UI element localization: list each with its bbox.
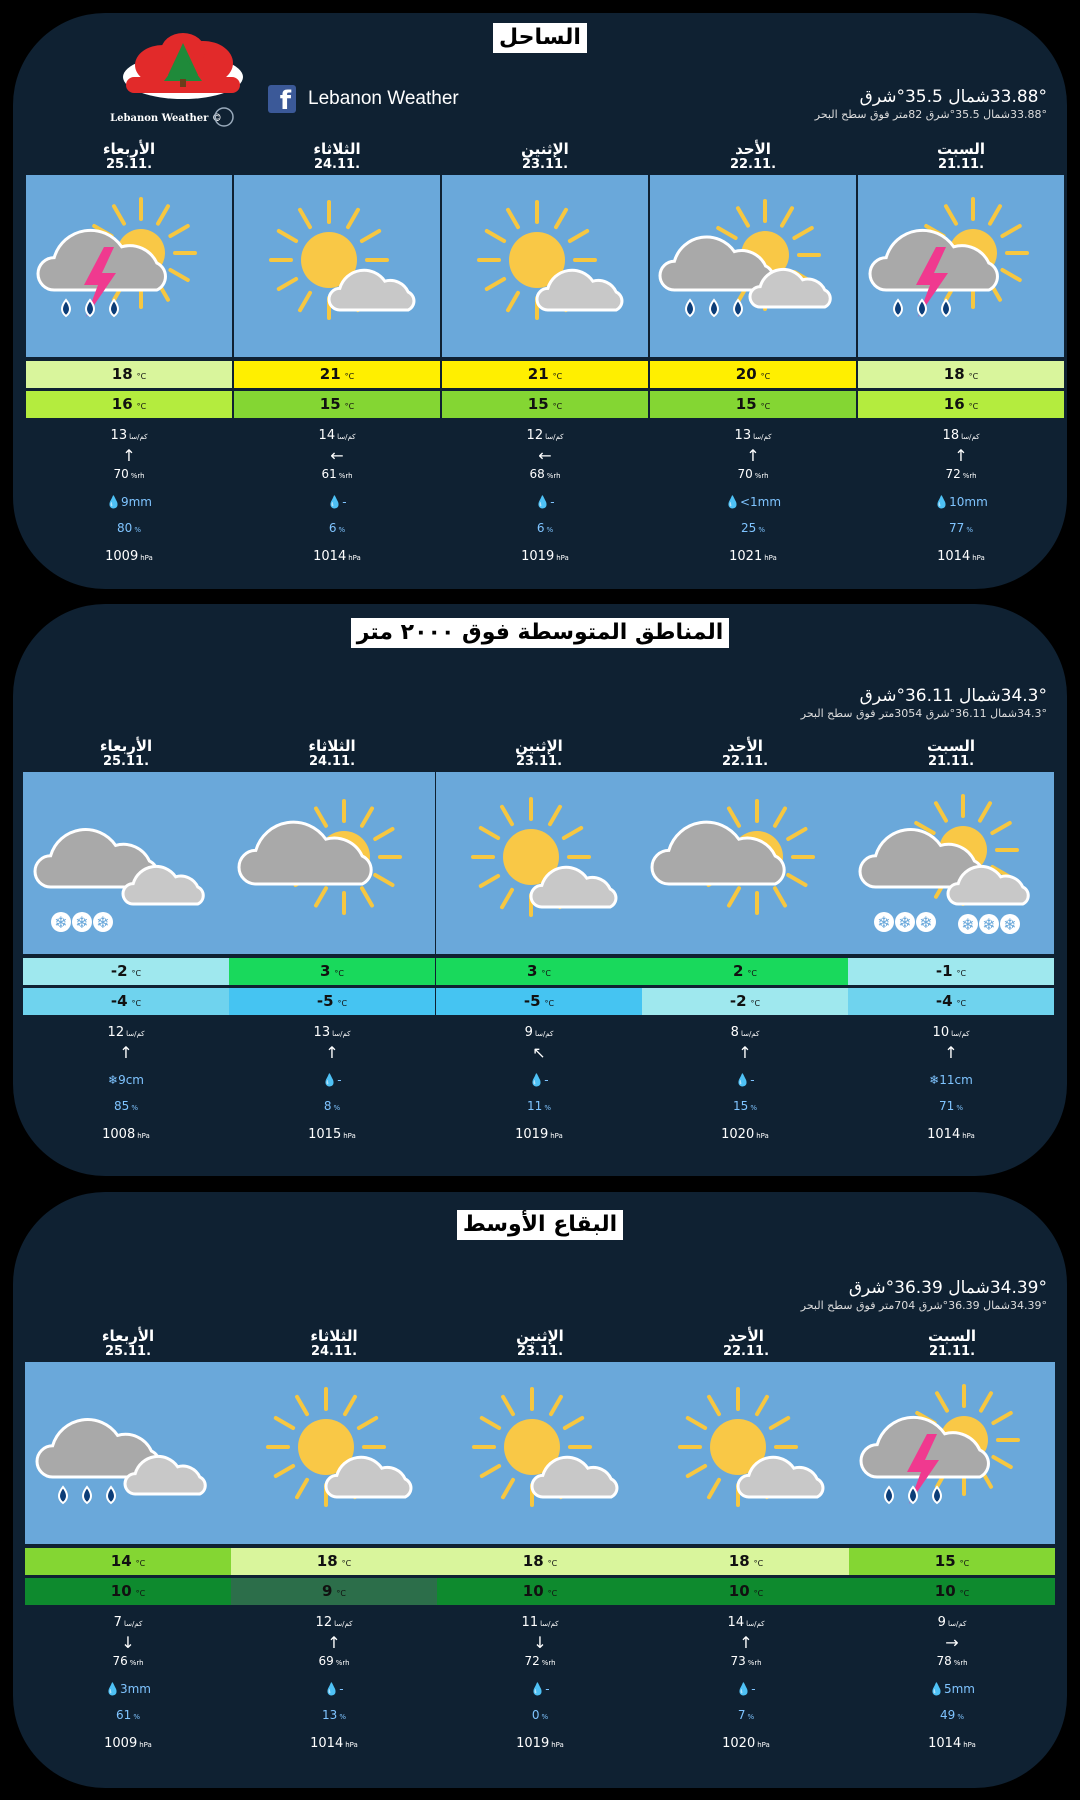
- facebook-page-name: Lebanon Weather: [308, 88, 459, 109]
- day-column: [849, 1328, 1055, 1754]
- raindrop-icon: 💧: [736, 1682, 752, 1696]
- wind-speed: 10 كم/سا: [932, 1025, 970, 1040]
- sun-cloud-icon: [442, 175, 648, 357]
- day-column: [436, 738, 642, 1145]
- min-temp-bar: [437, 1578, 643, 1605]
- raindrop-icon: 💧: [929, 1682, 944, 1696]
- max-temp: 21: [527, 365, 549, 383]
- wind-speed: 7 كم/سا: [113, 1615, 143, 1630]
- temp-unit: °C: [753, 1589, 764, 1598]
- temp-unit: °C: [344, 372, 355, 381]
- day-column: [650, 141, 856, 567]
- max-temp: 18: [943, 365, 965, 383]
- max-temp-bar: [849, 1548, 1055, 1575]
- temp-unit: °C: [760, 402, 771, 411]
- max-temp: 18: [111, 365, 133, 383]
- precip-probability: 85 %: [114, 1099, 138, 1113]
- precipitation: 💧-: [735, 1073, 755, 1087]
- max-temp-bar: [231, 1548, 437, 1575]
- wind-speed: 14 كم/سا: [318, 428, 356, 443]
- max-temp: 21: [319, 365, 341, 383]
- facebook-icon: f: [268, 85, 296, 113]
- wind-speed: 12 كم/سا: [526, 428, 564, 443]
- raindrop-icon: 💧: [529, 1073, 545, 1087]
- sun-cloud-icon: [437, 1362, 643, 1544]
- temp-unit: °C: [747, 969, 758, 978]
- day-name: الأربعاء: [101, 1327, 155, 1345]
- min-temp-bar: [234, 391, 440, 418]
- pressure: 1019 hPa: [515, 1127, 563, 1142]
- day-name: الإثنين: [521, 140, 569, 158]
- precipitation: 💧5mm: [929, 1682, 975, 1696]
- temp-unit: °C: [136, 372, 147, 381]
- pressure: 1008 hPa: [102, 1127, 150, 1142]
- day-columns: [13, 13, 1067, 589]
- pressure: 1020 hPa: [721, 1127, 769, 1142]
- wind-direction-arrow-icon: ↓: [121, 1633, 135, 1652]
- day-column: [229, 738, 435, 1145]
- max-temp: 18: [522, 1552, 544, 1570]
- day-column: [25, 1328, 231, 1754]
- cloud-thunder-rain-icon: [849, 1362, 1055, 1544]
- min-temp: 10: [728, 1582, 750, 1600]
- day-column: [858, 141, 1064, 567]
- day-column: [26, 141, 232, 567]
- pressure: 1014 hPa: [928, 1736, 976, 1751]
- pressure: 1014 hPa: [310, 1736, 358, 1751]
- coordinates-main: 34.39°شمال 36.39°شرق: [848, 1278, 1047, 1298]
- min-temp-bar: [23, 988, 229, 1015]
- wind-direction-arrow-icon: ↑: [119, 1043, 133, 1062]
- max-temp-bar: [650, 361, 856, 388]
- day-name: الأحد: [727, 737, 763, 755]
- snowflake-icon: ❄: [108, 1073, 119, 1087]
- max-temp: 18: [728, 1552, 750, 1570]
- sun-cloud-icon: [643, 1362, 849, 1544]
- wind-speed: 9 كم/سا: [524, 1025, 554, 1040]
- wind-speed: 12 كم/سا: [107, 1025, 145, 1040]
- max-temp-bar: [23, 958, 229, 985]
- humidity: 72 %rh: [945, 467, 977, 481]
- max-temp-bar: [436, 958, 642, 985]
- day-column: [848, 738, 1054, 1145]
- day-date: 25.11.: [104, 1344, 152, 1359]
- wind-direction-arrow-icon: ↓: [533, 1633, 547, 1652]
- precip-probability: 7 %: [737, 1708, 755, 1722]
- wind-speed: 9 كم/سا: [937, 1615, 967, 1630]
- raindrop-icon: 💧: [324, 1682, 340, 1696]
- temp-unit: °C: [956, 999, 967, 1008]
- sun-cloud-rain-icon: [650, 175, 856, 357]
- max-temp-bar: [442, 361, 648, 388]
- wind-direction-arrow-icon: ↑: [325, 1043, 339, 1062]
- max-temp-bar: [234, 361, 440, 388]
- min-temp: 15: [735, 395, 757, 413]
- max-temp: -1: [935, 962, 953, 980]
- panel-title: الساحل: [493, 23, 587, 53]
- day-name: الأحد: [735, 140, 771, 158]
- min-temp-bar: [442, 391, 648, 418]
- wind-direction-arrow-icon: ←: [330, 446, 344, 465]
- pressure: 1009 hPa: [104, 1736, 152, 1751]
- temp-unit: °C: [968, 372, 979, 381]
- min-temp: -5: [523, 992, 541, 1010]
- day-column: [23, 738, 229, 1145]
- svg-text:❄: ❄: [898, 913, 912, 932]
- precip-probability: 61 %: [116, 1708, 140, 1722]
- pressure: 1019 hPa: [521, 549, 569, 564]
- day-date: 24.11.: [308, 754, 356, 769]
- min-temp: 10: [110, 1582, 132, 1600]
- min-temp: -4: [935, 992, 953, 1010]
- day-name: الثلاثاء: [308, 737, 356, 755]
- max-temp-bar: [26, 361, 232, 388]
- max-temp: 15: [934, 1552, 956, 1570]
- svg-text:❄: ❄: [961, 915, 975, 934]
- temp-unit: °C: [547, 1559, 558, 1568]
- min-temp: -5: [316, 992, 334, 1010]
- min-temp: -2: [729, 992, 747, 1010]
- temp-unit: °C: [750, 999, 761, 1008]
- min-temp: 9: [321, 1582, 333, 1600]
- sun-cloud-big-icon: [642, 772, 848, 954]
- humidity: 61 %rh: [321, 467, 353, 481]
- min-temp: -4: [110, 992, 128, 1010]
- day-columns: [13, 1192, 1067, 1788]
- wind-direction-arrow-icon: →: [945, 1633, 959, 1652]
- temp-unit: °C: [541, 969, 552, 978]
- raindrop-icon: 💧: [530, 1682, 546, 1696]
- min-temp-bar: [858, 391, 1064, 418]
- min-temp-bar: [848, 988, 1054, 1015]
- raindrop-icon: 💧: [322, 1073, 338, 1087]
- max-temp: 20: [735, 365, 757, 383]
- temp-unit: °C: [959, 1589, 970, 1598]
- wind-direction-arrow-icon: ↑: [739, 1633, 753, 1652]
- temp-unit: °C: [341, 1559, 352, 1568]
- min-temp-bar: [643, 1578, 849, 1605]
- wind-direction-arrow-icon: ↖: [532, 1043, 546, 1062]
- day-date: 24.11.: [313, 157, 361, 172]
- precipitation: 💧-: [327, 495, 347, 509]
- max-temp-bar: [642, 958, 848, 985]
- svg-text:❄: ❄: [877, 913, 891, 932]
- precipitation: 💧-: [529, 1073, 549, 1087]
- max-temp-bar: [229, 958, 435, 985]
- wind-speed: 13 كم/سا: [734, 428, 772, 443]
- day-column: [231, 1328, 437, 1754]
- day-column: [437, 1328, 643, 1754]
- wind-speed: 13 كم/سا: [110, 428, 148, 443]
- temp-unit: °C: [959, 1559, 970, 1568]
- forecast-panel-coast: [13, 13, 1067, 589]
- day-date: 23.11.: [521, 157, 569, 172]
- day-date: 24.11.: [310, 1344, 358, 1359]
- wind-direction-arrow-icon: ↑: [954, 446, 968, 465]
- pressure: 1015 hPa: [308, 1127, 356, 1142]
- day-name: السبت: [927, 1327, 977, 1345]
- min-temp: 10: [522, 1582, 544, 1600]
- temp-unit: °C: [753, 1559, 764, 1568]
- day-date: 23.11.: [516, 1344, 564, 1359]
- humidity: 78 %rh: [936, 1654, 968, 1668]
- cloud-thunder-rain-icon: [858, 175, 1064, 357]
- forecast-panel-central-bekaa: [13, 1192, 1067, 1788]
- max-temp: 2: [732, 962, 744, 980]
- precip-probability: 6 %: [536, 521, 554, 535]
- min-temp: 15: [319, 395, 341, 413]
- pressure: 1021 hPa: [729, 549, 777, 564]
- min-temp-bar: [25, 1578, 231, 1605]
- temp-unit: °C: [131, 999, 142, 1008]
- max-temp: -2: [110, 962, 128, 980]
- wind-speed: 11 كم/سا: [521, 1615, 559, 1630]
- svg-text:❄: ❄: [54, 913, 68, 932]
- min-temp: 16: [943, 395, 965, 413]
- precip-probability: 8 %: [323, 1099, 341, 1113]
- snowflake-icon: ❄: [929, 1073, 940, 1087]
- raindrop-icon: 💧: [327, 495, 343, 509]
- sun-cloud-big-icon: [229, 772, 435, 954]
- raindrop-icon: 💧: [106, 495, 121, 509]
- day-name: السبت: [936, 140, 986, 158]
- precip-probability: 13 %: [322, 1708, 346, 1722]
- temp-unit: °C: [956, 969, 967, 978]
- precip-probability: 71 %: [939, 1099, 963, 1113]
- svg-text:❄: ❄: [1003, 915, 1017, 934]
- min-temp-bar: [642, 988, 848, 1015]
- max-temp-bar: [858, 361, 1064, 388]
- humidity: 72 %rh: [524, 1654, 556, 1668]
- day-date: 21.11.: [927, 754, 975, 769]
- pressure: 1009 hPa: [105, 549, 153, 564]
- day-column: [234, 141, 440, 567]
- coordinates-detail: 34.3°شمال 36.11°شرق 3054متر فوق سطح البحر: [800, 707, 1047, 720]
- precip-probability: 6 %: [328, 521, 346, 535]
- wind-speed: 14 كم/سا: [727, 1615, 765, 1630]
- svg-text:❄: ❄: [96, 913, 110, 932]
- panel-title: البقاع الأوسط: [457, 1210, 623, 1240]
- temp-unit: °C: [547, 1589, 558, 1598]
- max-temp-bar: [848, 958, 1054, 985]
- temp-unit: °C: [337, 999, 348, 1008]
- pressure: 1020 hPa: [722, 1736, 770, 1751]
- coordinates-main: 33.88°شمال 35.5°شرق: [859, 87, 1047, 107]
- min-temp: 10: [934, 1582, 956, 1600]
- precipitation: 💧10mm: [934, 495, 988, 509]
- sun-cloud-icon: [234, 175, 440, 357]
- day-date: 22.11.: [721, 754, 769, 769]
- day-columns: [13, 604, 1067, 1176]
- wind-speed: 8 كم/سا: [730, 1025, 760, 1040]
- temp-unit: °C: [135, 1559, 146, 1568]
- svg-text:❄: ❄: [75, 913, 89, 932]
- sun-cloud-icon: [231, 1362, 437, 1544]
- day-date: 21.11.: [937, 157, 985, 172]
- day-name: الأربعاء: [102, 140, 156, 158]
- temp-unit: °C: [135, 1589, 146, 1598]
- cloud-snow-icon: [23, 772, 229, 954]
- precipitation: 💧9mm: [106, 495, 152, 509]
- raindrop-icon: 💧: [105, 1682, 120, 1696]
- sun-cloud-icon: [436, 772, 642, 954]
- forecast-panel-mid-mountains: [13, 604, 1067, 1176]
- min-temp: 15: [527, 395, 549, 413]
- precipitation: ❄11cm: [929, 1073, 973, 1087]
- pressure: 1014 hPa: [927, 1127, 975, 1142]
- temp-unit: °C: [760, 372, 771, 381]
- max-temp: 14: [110, 1552, 132, 1570]
- humidity: 70 %rh: [737, 467, 769, 481]
- precipitation: 💧-: [530, 1682, 550, 1696]
- humidity: 69 %rh: [318, 1654, 350, 1668]
- precip-probability: 11 %: [527, 1099, 551, 1113]
- logo-text: Lebanon Weather ©: [110, 113, 222, 124]
- sun-cloud-snow-icon: [848, 772, 1054, 954]
- cloud-rain-icon: [25, 1362, 231, 1544]
- min-temp-bar: [231, 1578, 437, 1605]
- cloud-thunder-rain-icon: [26, 175, 232, 357]
- wind-direction-arrow-icon: ←: [538, 446, 552, 465]
- day-name: الثلاثاء: [310, 1327, 358, 1345]
- day-name: الإثنين: [515, 737, 563, 755]
- day-name: الثلاثاء: [313, 140, 361, 158]
- min-temp-bar: [229, 988, 435, 1015]
- day-name: السبت: [926, 737, 976, 755]
- min-temp: 16: [111, 395, 133, 413]
- temp-unit: °C: [344, 402, 355, 411]
- wind-speed: 12 كم/سا: [315, 1615, 353, 1630]
- precip-probability: 49 %: [940, 1708, 964, 1722]
- wind-speed: 18 كم/سا: [942, 428, 980, 443]
- svg-text:❄: ❄: [919, 913, 933, 932]
- temp-unit: °C: [552, 402, 563, 411]
- max-temp-bar: [643, 1548, 849, 1575]
- pressure: 1014 hPa: [937, 549, 985, 564]
- coordinates-main: 34.3°شمال 36.11°شرق: [859, 686, 1047, 706]
- day-date: 22.11.: [729, 157, 777, 172]
- precip-probability: 77 %: [949, 521, 973, 535]
- humidity: 68 %rh: [529, 467, 561, 481]
- temp-unit: °C: [136, 402, 147, 411]
- day-column: [442, 141, 648, 567]
- temp-unit: °C: [334, 969, 345, 978]
- precipitation: 💧-: [324, 1682, 344, 1696]
- day-date: 22.11.: [722, 1344, 770, 1359]
- max-temp-bar: [25, 1548, 231, 1575]
- min-temp-bar: [849, 1578, 1055, 1605]
- precipitation: 💧-: [535, 495, 555, 509]
- day-name: الأربعاء: [99, 737, 153, 755]
- max-temp: 3: [526, 962, 538, 980]
- pressure: 1019 hPa: [516, 1736, 564, 1751]
- precipitation: 💧<1mm: [724, 495, 782, 509]
- raindrop-icon: 💧: [724, 495, 740, 509]
- raindrop-icon: 💧: [934, 495, 950, 509]
- precipitation: ❄9cm: [108, 1073, 144, 1087]
- min-temp-bar: [650, 391, 856, 418]
- min-temp-bar: [436, 988, 642, 1015]
- temp-unit: °C: [552, 372, 563, 381]
- temp-unit: °C: [968, 402, 979, 411]
- humidity: 70 %rh: [113, 467, 145, 481]
- max-temp-bar: [437, 1548, 643, 1575]
- day-name: الإثنين: [516, 1327, 564, 1345]
- precipitation: 💧-: [322, 1073, 342, 1087]
- day-date: 25.11.: [102, 754, 150, 769]
- precip-probability: 0 %: [531, 1708, 549, 1722]
- coordinates-detail: 33.88°شمال 35.5°شرق 82متر فوق سطح البحر: [814, 108, 1047, 121]
- coordinates-detail: 34.39°شمال 36.39°شرق 704متر فوق سطح البحر: [800, 1299, 1047, 1312]
- max-temp: 3: [319, 962, 331, 980]
- day-column: [642, 738, 848, 1145]
- day-column: [643, 1328, 849, 1754]
- temp-unit: °C: [336, 1589, 347, 1598]
- temp-unit: °C: [544, 999, 555, 1008]
- panel-title: المناطق المتوسطة فوق ٢٠٠٠ متر: [351, 618, 730, 648]
- day-name: الأحد: [728, 1327, 764, 1345]
- day-date: 21.11.: [928, 1344, 976, 1359]
- day-date: 25.11.: [105, 157, 153, 172]
- wind-direction-arrow-icon: ↑: [122, 446, 136, 465]
- precipitation: 💧-: [736, 1682, 756, 1696]
- wind-speed: 13 كم/سا: [313, 1025, 351, 1040]
- temp-unit: °C: [131, 969, 142, 978]
- max-temp: 18: [316, 1552, 338, 1570]
- wind-direction-arrow-icon: ↑: [746, 446, 760, 465]
- min-temp-bar: [26, 391, 232, 418]
- wind-direction-arrow-icon: ↑: [944, 1043, 958, 1062]
- day-date: 23.11.: [515, 754, 563, 769]
- precip-probability: 15 %: [733, 1099, 757, 1113]
- svg-text:❄: ❄: [982, 915, 996, 934]
- raindrop-icon: 💧: [735, 1073, 751, 1087]
- precip-probability: 25 %: [741, 521, 765, 535]
- humidity: 76 %rh: [112, 1654, 144, 1668]
- precipitation: 💧3mm: [105, 1682, 151, 1696]
- wind-direction-arrow-icon: ↑: [327, 1633, 341, 1652]
- humidity: 73 %rh: [730, 1654, 762, 1668]
- precip-probability: 80 %: [117, 521, 141, 535]
- pressure: 1014 hPa: [313, 549, 361, 564]
- wind-direction-arrow-icon: ↑: [738, 1043, 752, 1062]
- raindrop-icon: 💧: [535, 495, 551, 509]
